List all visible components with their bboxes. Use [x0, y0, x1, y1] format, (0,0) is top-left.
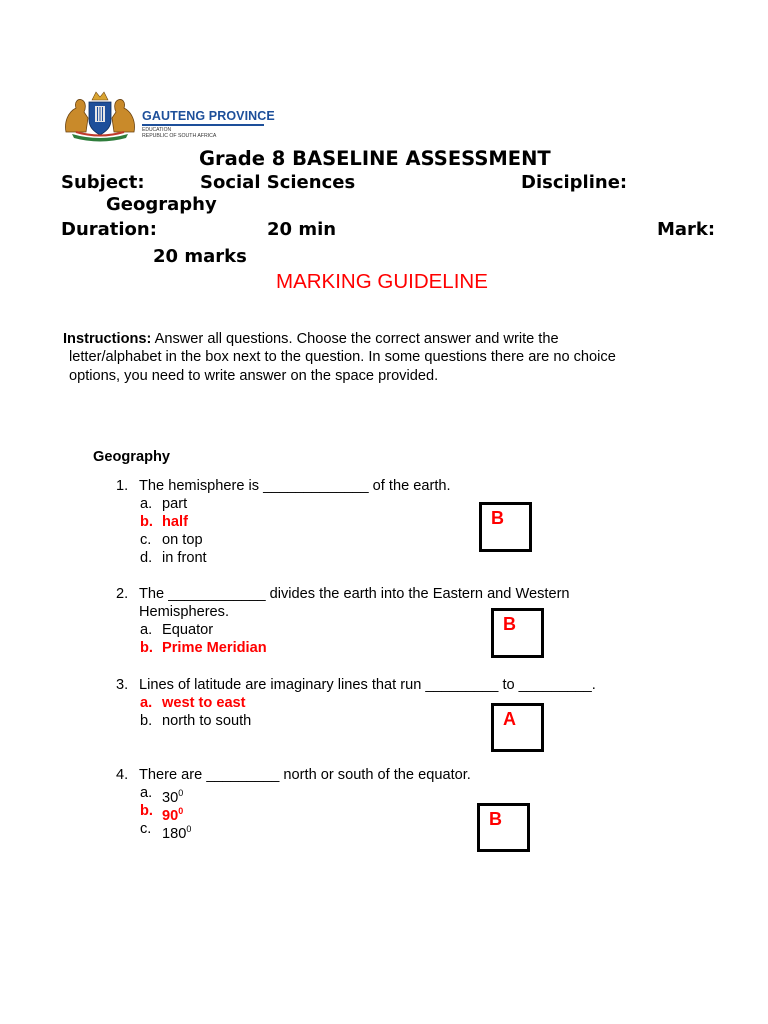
- option-1b-correct: b. half: [140, 514, 188, 530]
- subject-value: Social Sciences: [200, 172, 356, 193]
- answer-4: B: [489, 809, 502, 829]
- option-3a-correct: a. west to east: [140, 695, 246, 711]
- question-2: [116, 585, 616, 605]
- option-4b-correct: b. $90^0$: [140, 803, 184, 824]
- answer-box-3: [491, 703, 544, 752]
- coat-of-arms-icon: [62, 88, 138, 142]
- instructions-line-1: Answer all questions. Choose the correct answer and write the: [154, 331, 559, 347]
- page-title: Grade 8 BASELINE ASSESSMENT: [199, 147, 551, 170]
- logo-divider: [142, 124, 264, 126]
- duration-value: 20 min: [267, 219, 337, 240]
- answer-3: A: [503, 709, 516, 729]
- option-3b: b. north to south: [140, 713, 252, 729]
- question-2-text-continued: Hemispheres.: [139, 604, 230, 620]
- option-1c: c. on top: [140, 532, 203, 548]
- question-text: The ____________ divides the earth into the Eastern and Western: [139, 586, 570, 602]
- option-4c: c. $180^0$: [140, 821, 192, 842]
- option-1a: a. part: [140, 496, 188, 512]
- logo-subtitle-education: EDUCATION: [142, 126, 172, 133]
- mark-value: 20 marks: [153, 246, 247, 267]
- subject-label: Subject:: [61, 172, 145, 193]
- answer-2: B: [503, 614, 516, 634]
- answer-box-4: [477, 803, 530, 852]
- instructions: [63, 330, 673, 385]
- instructions-line-2: letter/alphabet in the box next to the question. In some questions there are no choice: [69, 349, 616, 366]
- option-4a: a. $30^0$: [140, 785, 184, 806]
- question-1: [116, 477, 516, 497]
- question-4: [116, 766, 536, 786]
- answer-box-2: [491, 608, 544, 658]
- question-text: Lines of latitude are imaginary lines that run _________ to _________.: [139, 677, 596, 693]
- gauteng-logo: [62, 88, 275, 142]
- question-number: 1.: [116, 478, 129, 494]
- option-2a: a. Equator: [140, 622, 214, 638]
- logo-subtitle-country: REPUBLIC OF SOUTH AFRICA: [142, 132, 217, 139]
- marking-guideline-heading: MARKING GUIDELINE: [276, 270, 488, 293]
- question-number: 4.: [116, 767, 129, 783]
- duration-label: Duration:: [61, 219, 157, 240]
- option-1d: d. in front: [140, 550, 207, 566]
- discipline-value: Geography: [106, 194, 217, 215]
- question-number: 2.: [116, 586, 129, 602]
- answer-box-1: [479, 502, 532, 552]
- mark-label: Mark:: [657, 219, 716, 240]
- question-text: The hemisphere is _____________ of the earth.: [139, 478, 451, 494]
- instructions-line-3: options, you need to write answer on the space provided.: [69, 367, 439, 384]
- option-2b-correct: b. Prime Meridian: [140, 640, 267, 656]
- logo-title: GAUTENG PROVINCE: [142, 109, 275, 123]
- question-3: [116, 676, 636, 696]
- section-title: Geography: [93, 449, 171, 465]
- answer-1: B: [491, 508, 504, 528]
- discipline-label: Discipline:: [521, 172, 628, 193]
- question-number: 3.: [116, 677, 129, 693]
- instructions-label: Instructions:: [63, 331, 152, 347]
- question-text: There are _________ north or south of the equator.: [139, 767, 471, 783]
